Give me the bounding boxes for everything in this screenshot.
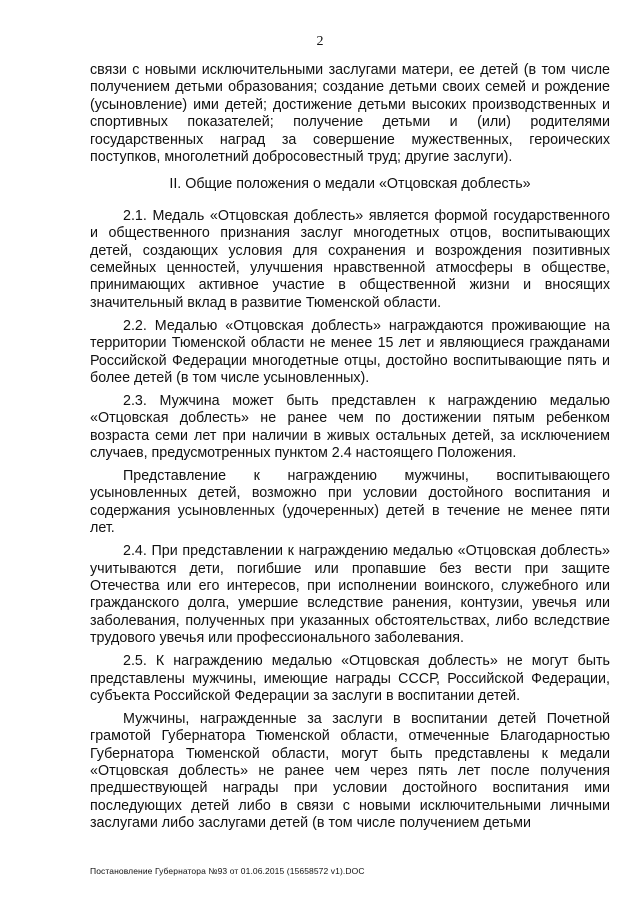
paragraph-2-3: 2.3. Мужчина может быть представлен к награждению медалью «Отцовская доблесть» не ранее чем по достижении пятым ребенком возраста семи лет при наличии в живых остальных детей, за исключением случаев, предусмотренных пунктом 2.4 настоящего Положения. — [90, 392, 610, 462]
document-footer: Постановление Губернатора №93 от 01.06.2015 (15658572 v1).DOC — [90, 866, 365, 876]
paragraph-2-4: 2.4. При представлении к награждению медалью «Отцовская доблесть» учитываются дети, погибшие или пропавшие без вести при защите Отечества или его интересов, при исполнении воинского, служебного или гражданского долга, умершие вследствие ранения, контузии, увечья или заболевания, полученных при указанных обстоятельствах, либо вследствие трудового увечья или профессионального заболевания. — [90, 543, 610, 647]
paragraph-prior-awards: Мужчины, награжденные за заслуги в воспитании детей Почетной грамотой Губернатора Тюменской области, отмеченные Благодарностью Губернатора Тюменской области, могут быть представлены к медали «Отцовская доблесть» не ранее чем через пять лет после получения предшествующей награды при условии достойного воспитания ими последующих детей либо в связи с новыми исключительными личными заслугами либо заслугами детей (в том числе получением детьми — [90, 710, 610, 832]
page-number: 2 — [316, 34, 324, 49]
paragraph-2-5: 2.5. К награждению медалью «Отцовская доблесть» не могут быть представлены мужчины, имеющие награды СССР, Российской Федерации, субъекта Российской Федерации за заслуги в воспитании детей. — [90, 653, 610, 704]
paragraph-2-2: 2.2. Медалью «Отцовская доблесть» награждаются проживающие на территории Тюменской области не менее 15 лет и являющиеся гражданами Российской Федерации многодетные отцы, достойно воспитывающие пять и более детей (в том числе усыновленных). — [90, 317, 610, 386]
paragraph-continuation: связи с новыми исключительными заслугами матери, ее детей (в том числе получением детьми образования; создание детьми своих семей и рождение (усыновление) ими детей; достижение детьми высоких производственных и спортивных показателей; получение детьми и (или) родителями государственных наград за совершение мужественных, героических поступков, многолетний добросовестный труд; другие заслуги). — [90, 62, 610, 166]
paragraph-adopted-children: Представление к награждению мужчины, воспитывающего усыновленных детей, возможно при условии достойного воспитания и содержания усыновленных (удочеренных) детей в течение не менее пяти лет. — [90, 468, 610, 537]
section-heading: II. Общие положения о медали «Отцовская доблесть» — [169, 176, 531, 193]
document-body — [90, 62, 610, 833]
paragraph-2-1: 2.1. Медаль «Отцовская доблесть» является формой государственного и общественного признания заслуг многодетных отцов, воспитывающих детей, создающих условия для сохранения и возрождения позитивных семейных ценностей, улучшения нравственной атмосферы в обществе, принимающих активное участие в общественной жизни и вносящих значительный вклад в развитие Тюменской области. — [90, 207, 610, 311]
